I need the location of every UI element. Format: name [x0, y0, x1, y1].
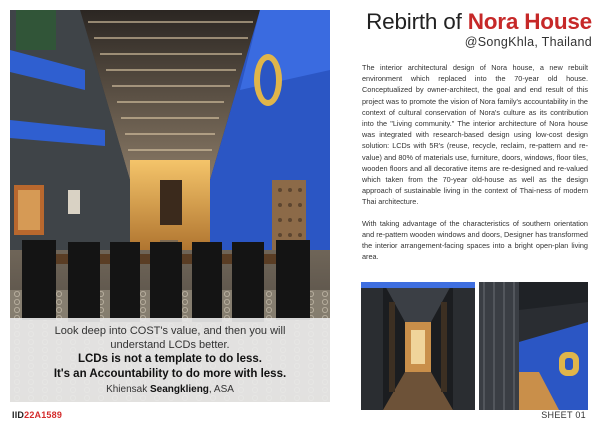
author-first-name: Khiensak	[106, 384, 150, 395]
author-last-name: Seangklieng	[150, 384, 209, 395]
description-text	[362, 62, 588, 272]
project-code-number: 22A1589	[24, 410, 63, 420]
quote-bold-1: LCDs is not a template to do less.	[77, 353, 263, 365]
corridor-photo	[361, 282, 475, 410]
corridor-illustration	[361, 282, 475, 410]
location-subtitle: @SongKhla, Thailand	[464, 35, 592, 49]
author-suffix: , ASA	[208, 384, 234, 395]
quote-line-2: understand LCDs better.	[110, 339, 230, 351]
stairway-illustration	[479, 282, 588, 410]
paragraph-2: With taking advantage of the characteristics of southern orientation and re-pattern wooden windows and doors, Designer has transformed the interior arrangement-facing spaces into a bright open-plan living area.	[362, 218, 588, 262]
quote-box	[10, 318, 330, 402]
page-title	[340, 9, 592, 35]
quote-line-1: Look deep into COST's value, and then you will	[54, 325, 286, 337]
hero-interior-photo	[10, 10, 330, 402]
project-code	[12, 410, 62, 420]
project-code-prefix: IID	[12, 410, 25, 420]
sheet-number: SHEET 01	[541, 410, 586, 420]
paragraph-1: The interior architectural design of Nora house, a new rebuilt environment which replaced into the 70-year old house. Conceptualized by owner-architect, the goal and end result of this project was to promote the vision of Nora family's accountability in the context of cultural conservation of Nora's culture as its contribution into the "Living community." The interior architecture of Nora house was integrated with research-based design using low-cost design solution: LCDs with 5R's (reuse, recycle, reclaim, re-pattern and re-value) and 80% of materials use, furniture, doors, windows, floor tiles, wooden floors and all decorative items are re-designed and re-valued which taken from the 70-year old-house as well as the design approach of sustainable living in the context of Thai-ness of modern Thai architecture.	[362, 63, 588, 207]
blue-wall-stairway-photo	[479, 282, 588, 410]
title-prefix: Rebirth of	[366, 9, 468, 34]
title-highlight: Nora House	[467, 9, 592, 34]
quote-bold-2: It's an Accountability to do more with less.	[53, 368, 287, 380]
quote-author	[10, 383, 330, 397]
